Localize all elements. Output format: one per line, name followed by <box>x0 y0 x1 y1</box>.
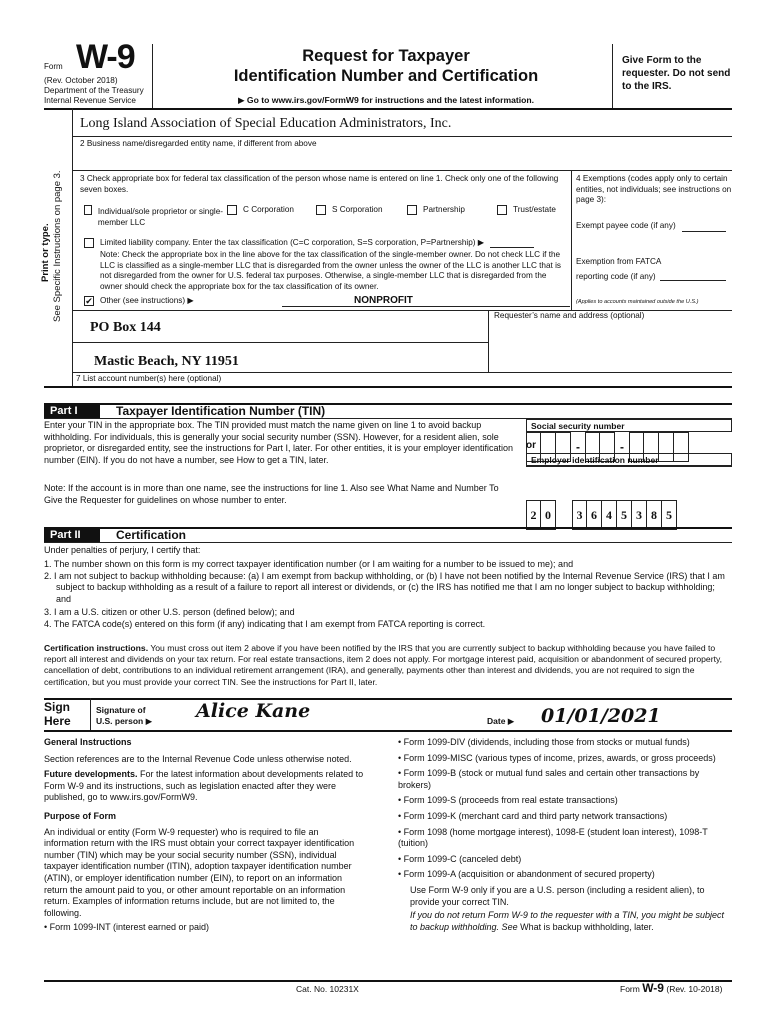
purpose-text: An individual or entity (Form W-9 requester) who is required to file an information return with the IRS must obtain your correct taxpayer identification number (TIN) which may be your social security number (SSN), individual taxpayer identification number (ITIN), adoption taxpayer identification number (ATIN), or employer identification number (EIN), to report on an information return the amount paid to you, or other amount reportable on an information return. Examples of information returns include, but are not limited to, the following. <box>44 826 355 918</box>
part1-text: Enter your TIN in the appropriate box. The TIN provided must match the name given on line 1 to avoid backup withholding. For individuals, this is generally your social security number (SSN). However, for a resident alien, sole proprietor, or disregarded entity, see the instructions for Part I, later. For other entities, it is your employer identification number (EIN). If you do not have a number, see How to get a TIN, later. <box>44 420 514 466</box>
cert-item-2: 2. I am not subject to backup withholding because: (a) I am exempt from backup withholding, or (b) I have not been notified by the Internal Revenue Service (IRS) that I am subject to backup withholding as a result of a failure to report all interest or dividends, or (c) the IRS has notified me that I am no longer subject to backup withholding; and <box>44 570 725 605</box>
form-name: W-9 <box>76 38 135 76</box>
or-label: or <box>526 440 536 451</box>
s-corp-label: S Corporation <box>332 205 383 214</box>
ssn-dash-2: - <box>620 440 624 454</box>
other-checkbox[interactable]: ✔ <box>85 296 93 307</box>
ein-digit: 2 <box>526 500 541 530</box>
agency: Internal Revenue Service <box>44 96 136 105</box>
llc-classification-field[interactable] <box>490 239 534 248</box>
s-corp-checkbox[interactable] <box>316 205 326 215</box>
fatca-field[interactable] <box>660 280 726 281</box>
c-corp-checkbox[interactable] <box>227 205 237 215</box>
form-type-item: • Form 1099-A (acquisition or abandonment of secured property) <box>398 869 655 880</box>
line2-label: 2 Business name/disregarded entity name, if different from above <box>80 139 317 148</box>
partnership-label: Partnership <box>423 205 465 214</box>
llc-option[interactable] <box>84 238 534 249</box>
llc-note: Note: Check the appropriate box in the line above for the tax classification of the single-member owner. Do not check LLC if the LLC is classified as a single-member LLC that is disregarded from the owner unless the owner of the LLC is another LLC that is not disregarded from the owner for U.S. federal tax purposes. Otherwise, a single-member LLC that is disregarded from the owner should check the appropriate box for the tax classification of its owner. <box>100 250 562 291</box>
other-option[interactable] <box>84 296 194 307</box>
ein-digit: 5 <box>662 500 677 530</box>
c-corp-label: C Corporation <box>243 205 294 214</box>
part1-tag: Part I <box>44 404 100 418</box>
exempt-payee-field[interactable] <box>682 231 726 232</box>
backup-withholding-text <box>398 910 730 933</box>
future-developments-text: For the latest information about developments related to Form W-9 and its instructions, such as legislation enacted after they were published, go to www.irs.gov/FormW9. <box>44 769 364 803</box>
line2-business-name-field[interactable] <box>80 150 720 164</box>
sign-word: Sign <box>44 700 70 714</box>
ein-digit: 3 <box>572 500 587 530</box>
ssn-dash-1: - <box>576 440 580 454</box>
part2-intro: Under penalties of perjury, I certify that: <box>44 545 201 555</box>
signature-label <box>96 705 152 727</box>
ein-digit: 8 <box>647 500 662 530</box>
form-type-list <box>398 737 730 881</box>
cert-instructions <box>44 643 730 688</box>
footer-form-label: Form <box>620 984 640 994</box>
future-developments-heading: Future developments. <box>44 769 138 780</box>
line1-name-field[interactable]: Long Island Association of Special Education Administrators, Inc. <box>80 116 452 131</box>
requester-label: Requester’s name and address (optional) <box>494 311 645 320</box>
signature-field[interactable]: Alice Kane <box>196 700 311 722</box>
department: Department of the Treasury <box>44 86 144 95</box>
part1-note: Note: If the account is in more than one name, see the instructions for line 1. Also see What Name and Number To Give the Requester for guidelines on whose number to enter. <box>44 483 499 505</box>
form-type-item: • Form 1099-K (merchant card and third party network transactions) <box>398 810 668 821</box>
ssn-label: Social security number <box>526 419 732 432</box>
title-line-2: Identification Number and Certification <box>233 67 539 85</box>
right-column <box>398 737 730 933</box>
signature-label-line-1: Signature of <box>96 705 146 715</box>
exempt-payee-label: Exempt payee code (if any) <box>576 221 676 230</box>
catalog-number: Cat. No. 10231X <box>296 984 359 994</box>
trust-label: Trust/estate <box>513 205 556 214</box>
cert-instructions-text: You must cross out item 2 above if you have been notified by the IRS that you are currently subject to backup withholding because you have failed to report all interest and dividends on your tax return. For real estate transactions, item 2 does not apply. For mortgage interest paid, acquisition or abandonment of secured property, cancellation of debt, contributions to an individual retirement arrangement (IRA), and generally, payments other than interest and dividends, you are not required to sign the certification, but you must provide your correct TIN. See the instructions for Part II, later. <box>44 643 722 687</box>
future-developments <box>44 769 364 804</box>
trust-option[interactable] <box>497 205 556 216</box>
left-bullet: • Form 1099-INT (interest earned or paid) <box>44 922 210 933</box>
here-word: Here <box>44 714 71 728</box>
purpose-heading: Purpose of Form <box>44 810 117 821</box>
ein-digit: 3 <box>632 500 647 530</box>
cert-item-4: 4. The FATCA code(s) entered on this form (if any) indicating that I am exempt from FATCA reporting is correct. <box>44 618 486 629</box>
footer-revision: (Rev. 10-2018) <box>666 984 723 994</box>
instructions-link[interactable]: ▶ Go to www.irs.gov/FormW9 for instructions and the latest information. <box>237 95 535 105</box>
backup-withholding-italic: If you do not return Form W-9 to the requester with a TIN, you might be subject to backup withholding. See <box>410 910 724 932</box>
general-instructions-heading: General Instructions <box>44 737 132 747</box>
sign-here-label <box>44 700 71 728</box>
part2-title: Certification <box>116 528 187 542</box>
line5-address-field[interactable]: PO Box 144 <box>90 320 161 335</box>
date-label: Date ▶ <box>487 716 515 726</box>
line4-label: 4 Exemptions (codes apply only to certain entities, not individuals; see instructions on page 3): <box>576 174 732 204</box>
signature-label-line-2: U.S. person ▶ <box>96 716 153 726</box>
general-instructions-text: Section references are to the Internal Revenue Code unless otherwise noted. <box>44 753 352 764</box>
ein-digit: 4 <box>602 500 617 530</box>
part2-items <box>44 559 730 630</box>
part1-title: Taxpayer Identification Number (TIN) <box>116 404 326 418</box>
line7-label: 7 List account number(s) here (optional) <box>76 374 222 383</box>
partnership-option[interactable] <box>407 205 465 216</box>
form-revision: (Rev. October 2018) <box>44 76 118 85</box>
cert-instructions-heading: Certification instructions. <box>44 643 149 653</box>
form-type-item: • Form 1099-MISC (various types of income, prizes, awards, or gross proceeds) <box>398 752 716 763</box>
ein-field[interactable] <box>526 500 677 530</box>
other-label: Other (see instructions) ▶ <box>100 296 194 305</box>
footer-form-id <box>620 981 722 995</box>
s-corp-option[interactable] <box>316 205 383 216</box>
part2-tag: Part II <box>44 528 100 542</box>
print-or-type: Print or type. <box>40 223 51 282</box>
ein-digit: 6 <box>587 500 602 530</box>
individual-checkbox[interactable] <box>84 205 92 215</box>
c-corp-option[interactable] <box>227 205 294 216</box>
line3-label: 3 Check appropriate box for federal tax classification of the person whose name is entered on line 1. Check only one of the following seven boxes. <box>80 174 559 194</box>
fatca-label: Exemption from FATCA reporting code (if any) <box>576 257 661 281</box>
title-line-1: Request for Taxpayer <box>302 47 470 65</box>
ein-digit: 0 <box>541 500 556 530</box>
form-type-item: • Form 1099-C (canceled debt) <box>398 853 522 864</box>
form-type-item: • Form 1098 (home mortgage interest), 1098-E (student loan interest), 1098-T (tuition) <box>398 826 708 849</box>
llc-checkbox[interactable] <box>84 238 94 248</box>
line6-city-field[interactable]: Mastic Beach, NY 11951 <box>94 354 239 369</box>
backup-withholding-tail: What is backup withholding, later. <box>517 921 654 932</box>
form-type-item: • Form 1099-B (stock or mutual fund sales and certain other transactions by brokers) <box>398 768 700 790</box>
cert-item-3: 3. I am a U.S. citizen or other U.S. person (defined below); and <box>44 606 295 617</box>
give-form-notice: Give Form to the requester. Do not send to the IRS. <box>622 55 731 92</box>
form-label: Form <box>44 62 63 71</box>
ein-label: Employer identification number <box>526 453 732 466</box>
form-type-item: • Form 1099-DIV (dividends, including those from stocks or mutual funds) <box>398 737 690 747</box>
individual-label: Individual/sole proprietor or single-member LLC <box>97 207 223 227</box>
partnership-checkbox[interactable] <box>407 205 417 215</box>
ein-digit: 5 <box>617 500 632 530</box>
footer-form-name: W-9 <box>642 981 664 995</box>
see-specific-instructions: See Specific Instructions on page 3. <box>52 170 63 322</box>
cert-item-1: 1. The number shown on this form is my correct taxpayer identification number (or I am waiting for a number to be issued to me); and <box>44 559 574 569</box>
trust-checkbox[interactable] <box>497 205 507 215</box>
use-w9-text: Use Form W-9 only if you are a U.S. person (including a resident alien), to provide your correct TIN. <box>410 884 705 907</box>
side-label <box>40 122 64 322</box>
left-column <box>44 737 364 934</box>
date-field[interactable]: 01/01/2021 <box>541 705 661 727</box>
other-classification-value[interactable]: NONPROFIT <box>354 295 413 306</box>
individual-option[interactable] <box>84 205 224 228</box>
fatca-applies-note: (Applies to accounts maintained outside the U.S.) <box>576 299 699 305</box>
llc-label: Limited liability company. Enter the tax classification (C=C corporation, S=S corporation, P=Partnership) ▶ <box>100 238 485 247</box>
ein-dash <box>556 500 572 530</box>
form-type-item: • Form 1099-S (proceeds from real estate transactions) <box>398 795 618 806</box>
